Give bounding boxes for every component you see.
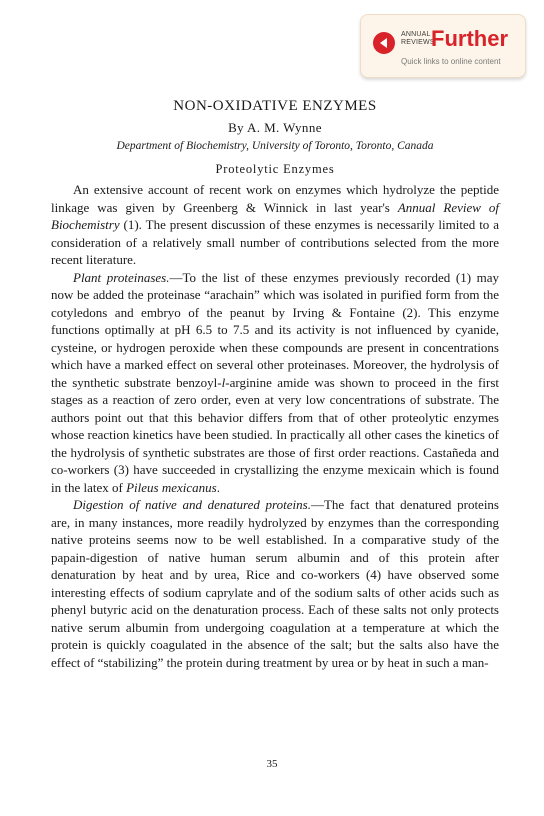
p2-text-a: —To the list of these enzymes previously recorded (1) may now be added the proteinase “arachain” which was isolated in purified form from the cotyledons and embryo of the peanut by Irving & Fontaine (2). This enzyme functions optimally at pH 6.5 to 7.5 and its activity is not influenced by cyanide, cysteine, or hydrogen peroxide when these compounds are present in concentrations which have a marked effect on several other proteinases. Moreover, the hydrolysis of the synthetic substrate benzoyl- xyxy=(51,269,499,390)
page-number: 35 xyxy=(266,758,278,770)
p1-text-b: (1). The present discussion of these enzymes is necessarily limited to a consideration of a relatively small number of contributions selected from the more recent literature. xyxy=(51,217,499,267)
banner-annual: ANNUAL xyxy=(401,31,431,38)
p2-heading: Plant proteinases. xyxy=(73,269,170,285)
article-author: By A. M. Wynne xyxy=(228,120,322,135)
play-back-icon xyxy=(373,32,395,54)
banner-further-label: Further xyxy=(431,26,508,51)
p3-heading: Digestion of native and denatured proteins. xyxy=(73,497,311,512)
p2-l-prefix: l xyxy=(221,374,226,390)
p2-text-c: . xyxy=(216,479,220,495)
p2-text-b: -arginine amide was shown to proceed in the first stages as a reaction of zero order, even at very low concentrations of substrate. The authors point out that this behavior differs from that of other proteolytic enzymes whose reaction kinetics have been studied. In practically all other cases the kinetics of the hydrolysis of synthetic substrates are those of first order reactions. Castañeda and co-workers (3) have succeeded in crystallizing the enzyme mexicain which is found in the latex of xyxy=(51,374,499,495)
article-affiliation: Department of Biochemistry, University of Toronto, Toronto, Canada xyxy=(116,140,434,152)
p1-text-a: An extensive account of recent work on enzymes which hydrolyze the peptide linkage was given by Greenberg & Winnick in last year's xyxy=(51,182,499,215)
paragraph-digestion xyxy=(51,496,499,671)
p3-text-a: —The fact that denatured proteins are, in many instances, more readily hydrolyzed by enzymes than the corresponding native proteins seems now to be well established. In a comparative study of the papain-digestion of native human serum albumin and of this protein after denaturation by heat and by urea, Rice and co-workers (4) have observed some interesting effects of sodium caprylate and of the sodium salts of other acids such as phenyl butyric acid on the denaturation process. Each of these salts not only protects native serum albumin from undergoing coagulation at a temperature at which the protein is quickly coagulated in the absence of the salt; but the salts also have the effect of “stabilizing” the protein during treatment by urea or by heat in such a man- xyxy=(51,497,499,670)
banner-reviews: REVIEWS xyxy=(401,39,435,46)
p1-journal: Annual Review of Biochemistry xyxy=(51,199,500,232)
further-banner[interactable] xyxy=(360,14,526,78)
article-page xyxy=(51,98,499,671)
article-title: NON-OXIDATIVE ENZYMES xyxy=(173,98,377,114)
paragraph-intro xyxy=(51,181,499,269)
paragraph-plant-proteinases xyxy=(51,269,499,497)
p2-species: Pileus mexicanus xyxy=(126,479,217,495)
banner-subtitle: Quick links to online content xyxy=(401,57,501,66)
section-heading: Proteolytic Enzymes xyxy=(215,162,335,176)
